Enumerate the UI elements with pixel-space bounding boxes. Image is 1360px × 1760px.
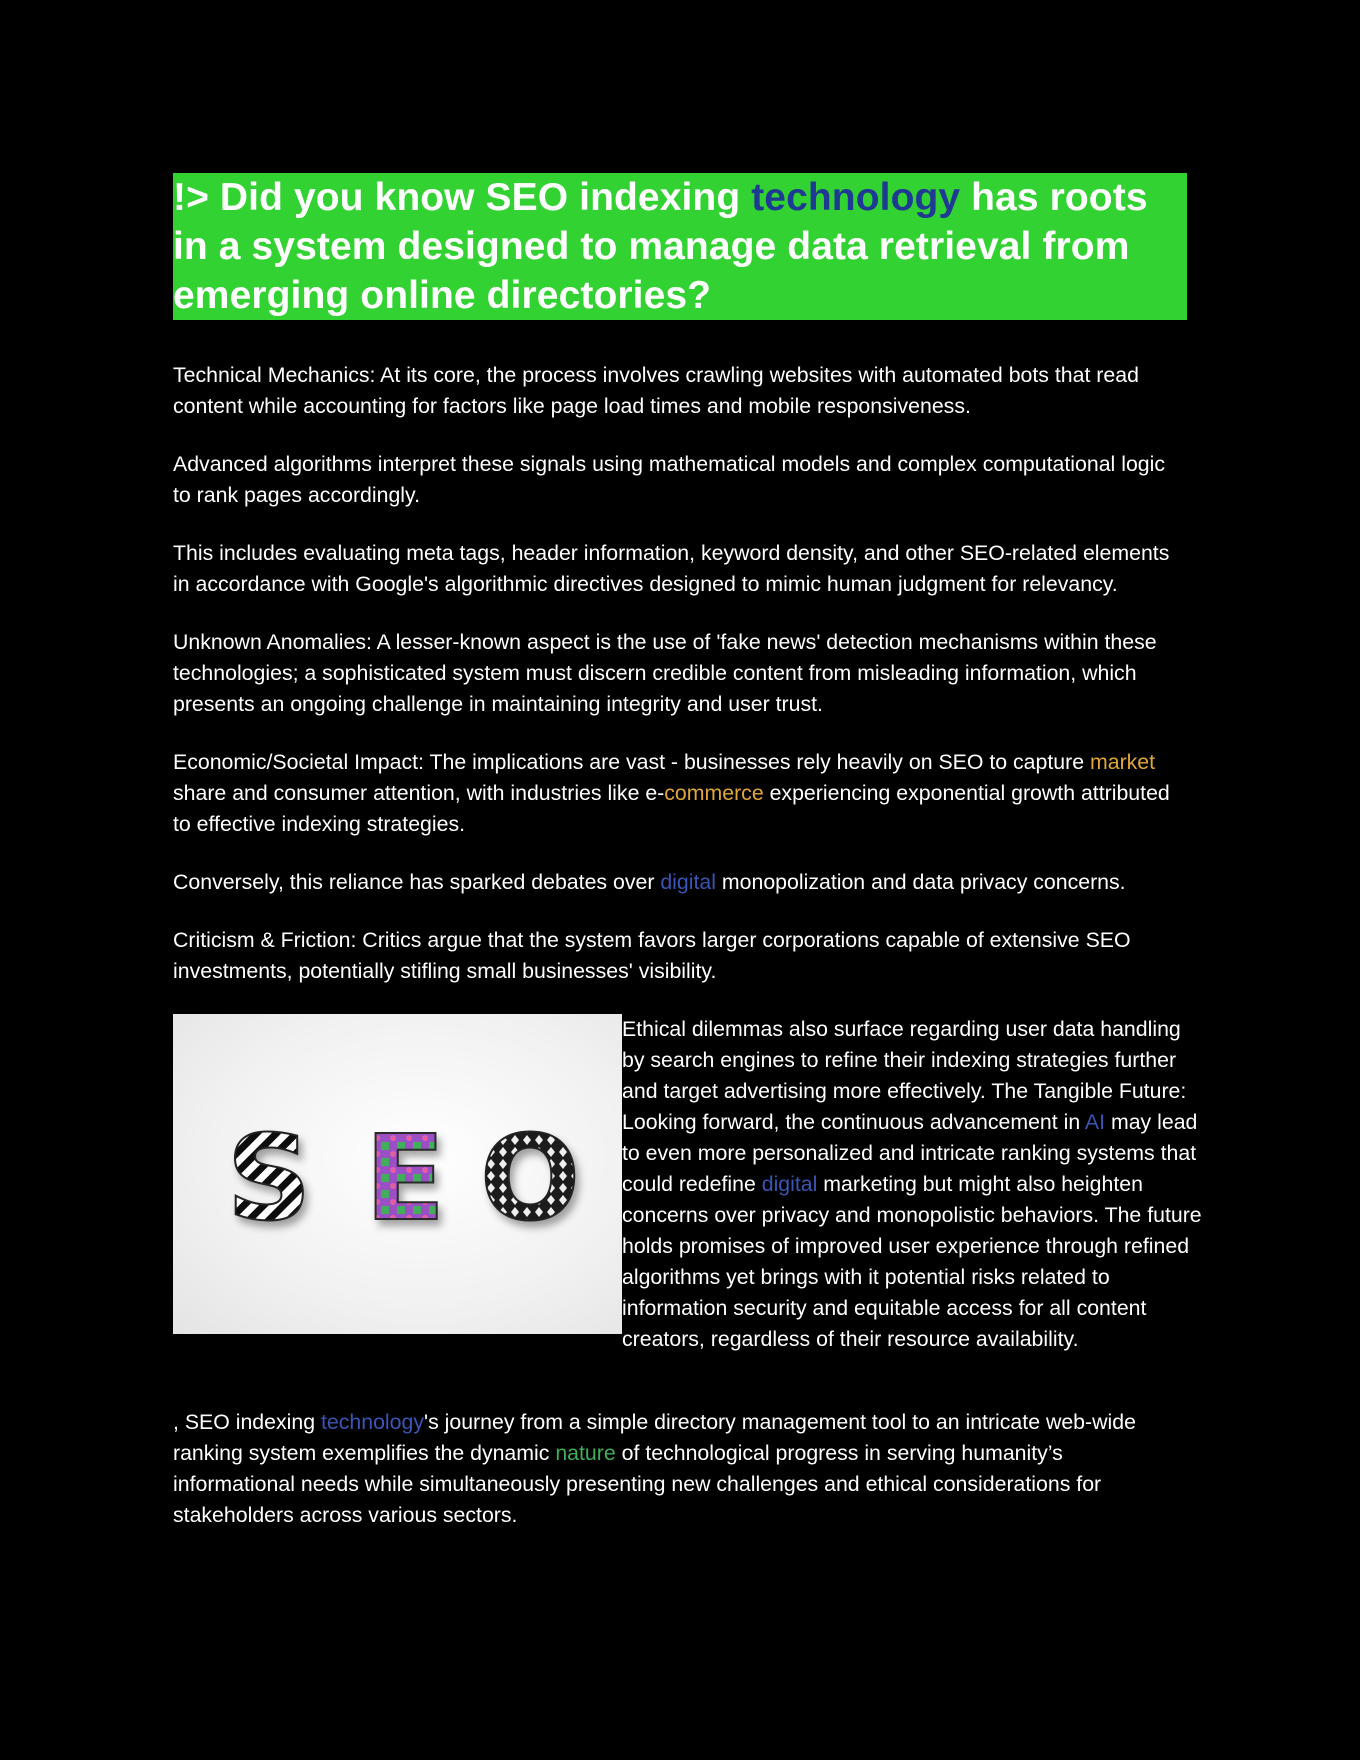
article-body	[173, 360, 1202, 1531]
text-segment: Ethical dilemmas also surface regarding user data handling by search engines to refine their indexing strategies further and target advertising more effectively. The Tangible Future: Looking forward, the continuous advancement in	[622, 1017, 1187, 1134]
link-ai[interactable]: AI	[1084, 1110, 1106, 1134]
link-commerce[interactable]: commerce	[664, 781, 764, 805]
paragraph-technical-mechanics: Technical Mechanics: At its core, the process involves crawling websites with automated bots that read content while accounting for factors like page load times and mobile responsiveness.	[173, 363, 1139, 418]
seo-letters-graphic	[173, 1014, 622, 1334]
paragraph-meta-tags: This includes evaluating meta tags, header information, keyword density, and other SEO-related elements in accordance with Google's algorithmic directives designed to mimic human judgment for relevancy.	[173, 541, 1170, 596]
letter-o: O	[479, 1109, 581, 1247]
link-digital[interactable]: digital	[660, 870, 716, 894]
link-digital-2[interactable]: digital	[761, 1172, 818, 1196]
page-title	[173, 173, 1187, 320]
text-segment: may lead to even more personalized and intricate ranking systems that could redefine	[622, 1110, 1198, 1196]
text-segment: monopolization and data privacy concerns.	[715, 870, 1126, 894]
text-segment: , SEO indexing	[173, 1410, 321, 1434]
seo-letters-image	[173, 1014, 622, 1334]
title-text-start: !> Did you know SEO indexing	[173, 176, 752, 219]
image-text-section	[173, 1014, 1202, 1380]
title-text-end: has roots in a system designed to manage data retrieval from emerging online directories?	[173, 176, 1148, 317]
link-market[interactable]: market	[1089, 750, 1156, 774]
text-segment: share and consumer attention, with industries like e-	[173, 781, 665, 805]
paragraph-conclusion	[173, 1407, 1187, 1531]
paragraph-criticism: Criticism & Friction: Critics argue that the system favors larger corporations capable of extensive SEO investments, potentially stifling small businesses' visibility.	[173, 928, 1131, 983]
text-segment: 's journey from a simple directory management tool to an intricate web-wide ranking system exemplifies the dynamic	[173, 1410, 1136, 1465]
paragraph-ethical-future	[622, 1014, 1202, 1355]
text-segment: of technological progress in serving humanity’s informational needs while simultaneously presenting new challenges and ethical considerations for stakeholders across various sectors.	[173, 1441, 1102, 1527]
link-nature[interactable]: nature	[555, 1441, 616, 1465]
paragraph-unknown-anomalies: Unknown Anomalies: A lesser-known aspect is the use of 'fake news' detection mechanisms within these technologies; a sophisticated system must discern credible content from misleading information, which presents an ongoing challenge in maintaining integrity and user trust.	[173, 630, 1157, 716]
document-page	[173, 173, 1202, 1558]
title-highlight: technology	[751, 176, 961, 219]
paragraph-economic-impact	[173, 747, 1187, 840]
link-technology[interactable]: technology	[320, 1410, 424, 1434]
letter-s: S	[226, 1109, 312, 1247]
text-segment: Conversely, this reliance has sparked debates over	[173, 870, 661, 894]
paragraph-conversely	[173, 867, 1187, 898]
text-segment: marketing but might also heighten concerns over privacy and monopolistic behaviors. The future holds promises of improved user experience through refined algorithms yet brings with it potential risks related to information security and equitable access for all content creators, regardless of their resource availability.	[622, 1172, 1202, 1351]
letter-e: E	[364, 1109, 446, 1247]
text-segment: Economic/Societal Impact: The implications are vast - businesses rely heavily on SEO to capture	[173, 750, 1090, 774]
text-segment: experiencing exponential growth attributed to effective indexing strategies.	[173, 781, 1170, 836]
paragraph-advanced-algorithms: Advanced algorithms interpret these signals using mathematical models and complex computational logic to rank pages accordingly.	[173, 452, 1166, 507]
